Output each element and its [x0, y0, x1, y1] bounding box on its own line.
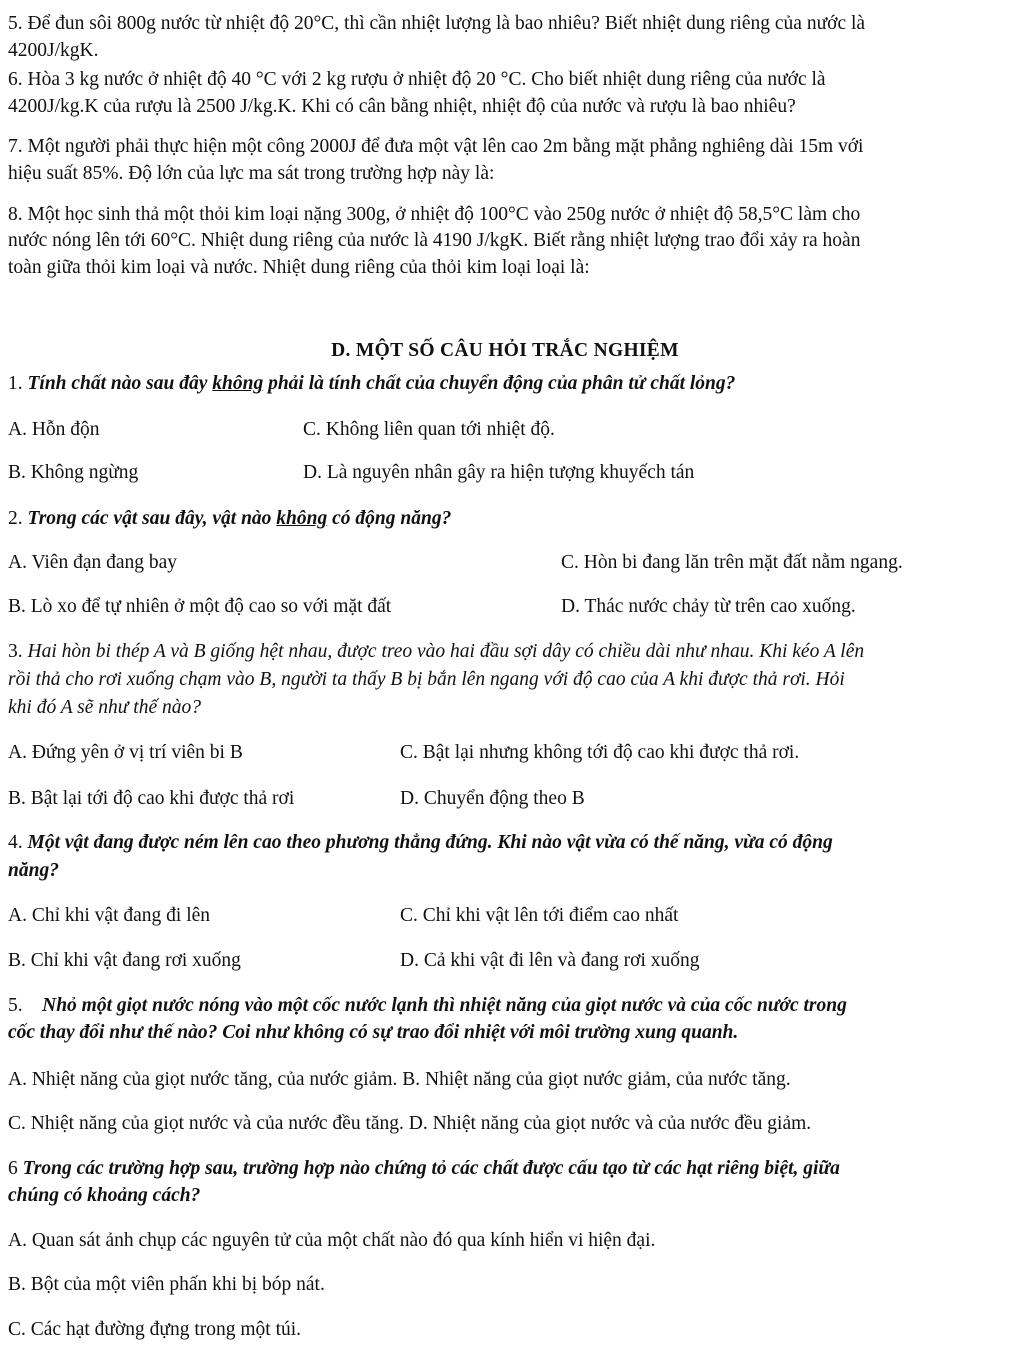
question-6-stem-line-2: chúng có khoảng cách?	[8, 1185, 201, 1206]
question-2-option-b[interactable]: B. Lò xo để tự nhiên ở một độ cao so với mặt đất	[8, 596, 392, 617]
question-3-option-b[interactable]: B. Bật lại tới độ cao khi được thả rơi	[8, 788, 295, 809]
question-3-options-row-1	[8, 739, 1010, 766]
question-1-text-post: phải là tính chất của chuyển động của phân tử chất lỏng?	[263, 373, 736, 394]
question-4-stem-line-1	[8, 829, 1010, 856]
question-2-text-underlined: không	[276, 508, 328, 529]
question-6-text-line-1: Trong các trường hợp sau, trường hợp nào chứng tỏ các chất được cấu tạo từ các hạt riêng biệt, giữa	[22, 1158, 840, 1179]
question-5-stem-line-1	[8, 992, 1010, 1019]
question-3-options-row-2	[8, 785, 1010, 812]
question-5-stem-line-2: cốc thay đổi như thế nào? Coi như không có sự trao đổi nhiệt với môi trường xung quanh.	[8, 1022, 739, 1043]
problem-6-line-2: 4200J/kg.K của rượu là 2500 J/kg.K. Khi có cân bằng nhiệt, nhiệt độ của nước và rượu là bao nhiêu?	[8, 96, 796, 117]
question-1-number: 1.	[8, 373, 23, 394]
question-6-option-b[interactable]: B. Bột của một viên phấn khi bị bóp nát.	[8, 1274, 325, 1295]
question-2-option-a[interactable]: A. Viên đạn đang bay	[8, 552, 178, 573]
question-1-text-underlined: không	[212, 373, 264, 394]
question-4-option-b[interactable]: B. Chỉ khi vật đang rơi xuống	[8, 950, 241, 971]
question-3-option-d[interactable]: D. Chuyển động theo B	[400, 788, 585, 809]
question-1-option-d[interactable]: D. Là nguyên nhân gây ra hiện tượng khuyếch tán	[303, 462, 695, 483]
question-3-stem-line-2: rồi thả cho rơi xuống chạm vào B, người ta thấy B bị bắn lên ngang với độ cao của A khi được thả rơi. Hỏi	[8, 669, 845, 690]
question-1-stem	[8, 370, 1010, 397]
question-2-option-c[interactable]: C. Hòn bi đang lăn trên mặt đất nằm ngang.	[561, 552, 903, 573]
problem-8-line-1: 8. Một học sinh thả một thỏi kim loại nặng 300g, ở nhiệt độ 100°C vào 250g nước ở nhiệt độ 58,5°C làm cho	[8, 204, 861, 225]
question-1-option-b[interactable]: B. Không ngừng	[8, 462, 139, 483]
problem-8-line-3: toàn giữa thỏi kim loại và nước. Nhiệt dung riêng của thỏi kim loại loại là:	[8, 257, 590, 278]
question-5-options-line-1[interactable]: A. Nhiệt năng của giọt nước tăng, của nước giảm. B. Nhiệt năng của giọt nước giảm, của nước tăng.	[8, 1069, 791, 1090]
question-6-option-a[interactable]: A. Quan sát ảnh chụp các nguyên tử của một chất nào đó qua kính hiển vi hiện đại.	[8, 1230, 656, 1251]
question-4-option-a[interactable]: A. Chỉ khi vật đang đi lên	[8, 905, 211, 926]
problem-6-line-1: 6. Hòa 3 kg nước ở nhiệt độ 40 °C với 2 kg rượu ở nhiệt độ 20 °C. Cho biết nhiệt dung riêng của nước là	[8, 69, 826, 90]
question-2-stem	[8, 505, 1010, 532]
question-6-stem-line-1	[8, 1155, 1010, 1182]
question-2-number: 2.	[8, 508, 23, 529]
question-2-options-row-1	[8, 549, 1010, 576]
question-4-options-row-1	[8, 902, 1010, 929]
question-3-stem-line-3: khi đó A sẽ như thế nào?	[8, 697, 201, 718]
question-6-option-c[interactable]: C. Các hạt đường đựng trong một túi.	[8, 1319, 302, 1340]
question-4-option-c[interactable]: C. Chỉ khi vật lên tới điểm cao nhất	[400, 905, 679, 926]
question-3-text-line-1: Hai hòn bi thép A và B giống hệt nhau, được treo vào hai đầu sợi dây có chiều dài như nhau. Khi kéo A lên	[27, 641, 865, 662]
question-1-options-row-1	[8, 416, 1010, 443]
problem-8-line-2: nước nóng lên tới 60°C. Nhiệt dung riêng của nước là 4190 J/kgK. Biết rằng nhiệt lượng trao đổi xảy ra hoàn	[8, 230, 861, 251]
question-4-text-line-1: Một vật đang được ném lên cao theo phương thẳng đứng. Khi nào vật vừa có thế năng, vừa có động	[27, 832, 833, 853]
problem-5-line-2: 4200J/kgK.	[8, 40, 99, 61]
question-4-option-d[interactable]: D. Cả khi vật đi lên và đang rơi xuống	[400, 950, 700, 971]
question-1-options-row-2	[8, 459, 1010, 486]
question-1-text-pre: Tính chất nào sau đây	[27, 373, 213, 394]
question-2-text-post: có động năng?	[327, 508, 452, 529]
question-2-option-d[interactable]: D. Thác nước chảy từ trên cao xuống.	[561, 596, 856, 617]
question-2-options-row-2	[8, 593, 1010, 620]
question-2-text-pre: Trong các vật sau đây, vật nào	[27, 508, 277, 529]
question-3-stem-line-1	[8, 638, 1010, 665]
question-5-options-line-2[interactable]: C. Nhiệt năng của giọt nước và của nước đều tăng. D. Nhiệt năng của giọt nước và của nước đều giảm.	[8, 1113, 812, 1134]
question-4-number: 4.	[8, 832, 23, 853]
question-1-option-c[interactable]: C. Không liên quan tới nhiệt độ.	[303, 419, 555, 440]
question-3-option-c[interactable]: C. Bật lại nhưng không tới độ cao khi được thả rơi.	[400, 742, 800, 763]
question-1-option-a[interactable]: A. Hỗn độn	[8, 419, 100, 440]
problem-5-line-1: 5. Để đun sôi 800g nước từ nhiệt độ 20°C, thì cần nhiệt lượng là bao nhiêu? Biết nhiệt dung riêng của nước là	[8, 13, 866, 34]
question-4-options-row-2	[8, 947, 1010, 974]
question-3-option-a[interactable]: A. Đứng yên ở vị trí viên bi B	[8, 742, 243, 763]
question-5-number: 5.	[8, 995, 23, 1016]
section-title: D. MỘT SỐ CÂU HỎI TRẮC NGHIỆM	[331, 340, 679, 361]
problem-7-line-1: 7. Một người phải thực hiện một công 2000J để đưa một vật lên cao 2m bằng mặt phẳng nghiêng dài 15m với	[8, 136, 864, 157]
question-6-number: 6	[8, 1158, 18, 1179]
question-5-text-line-1: Nhỏ một giọt nước nóng vào một cốc nước lạnh thì nhiệt năng của giọt nước và của cốc nước trong	[42, 995, 847, 1016]
problem-7-line-2: hiệu suất 85%. Độ lớn của lực ma sát trong trường hợp này là:	[8, 163, 495, 184]
question-4-stem-line-2: năng?	[8, 860, 59, 881]
question-3-number: 3.	[8, 641, 23, 662]
